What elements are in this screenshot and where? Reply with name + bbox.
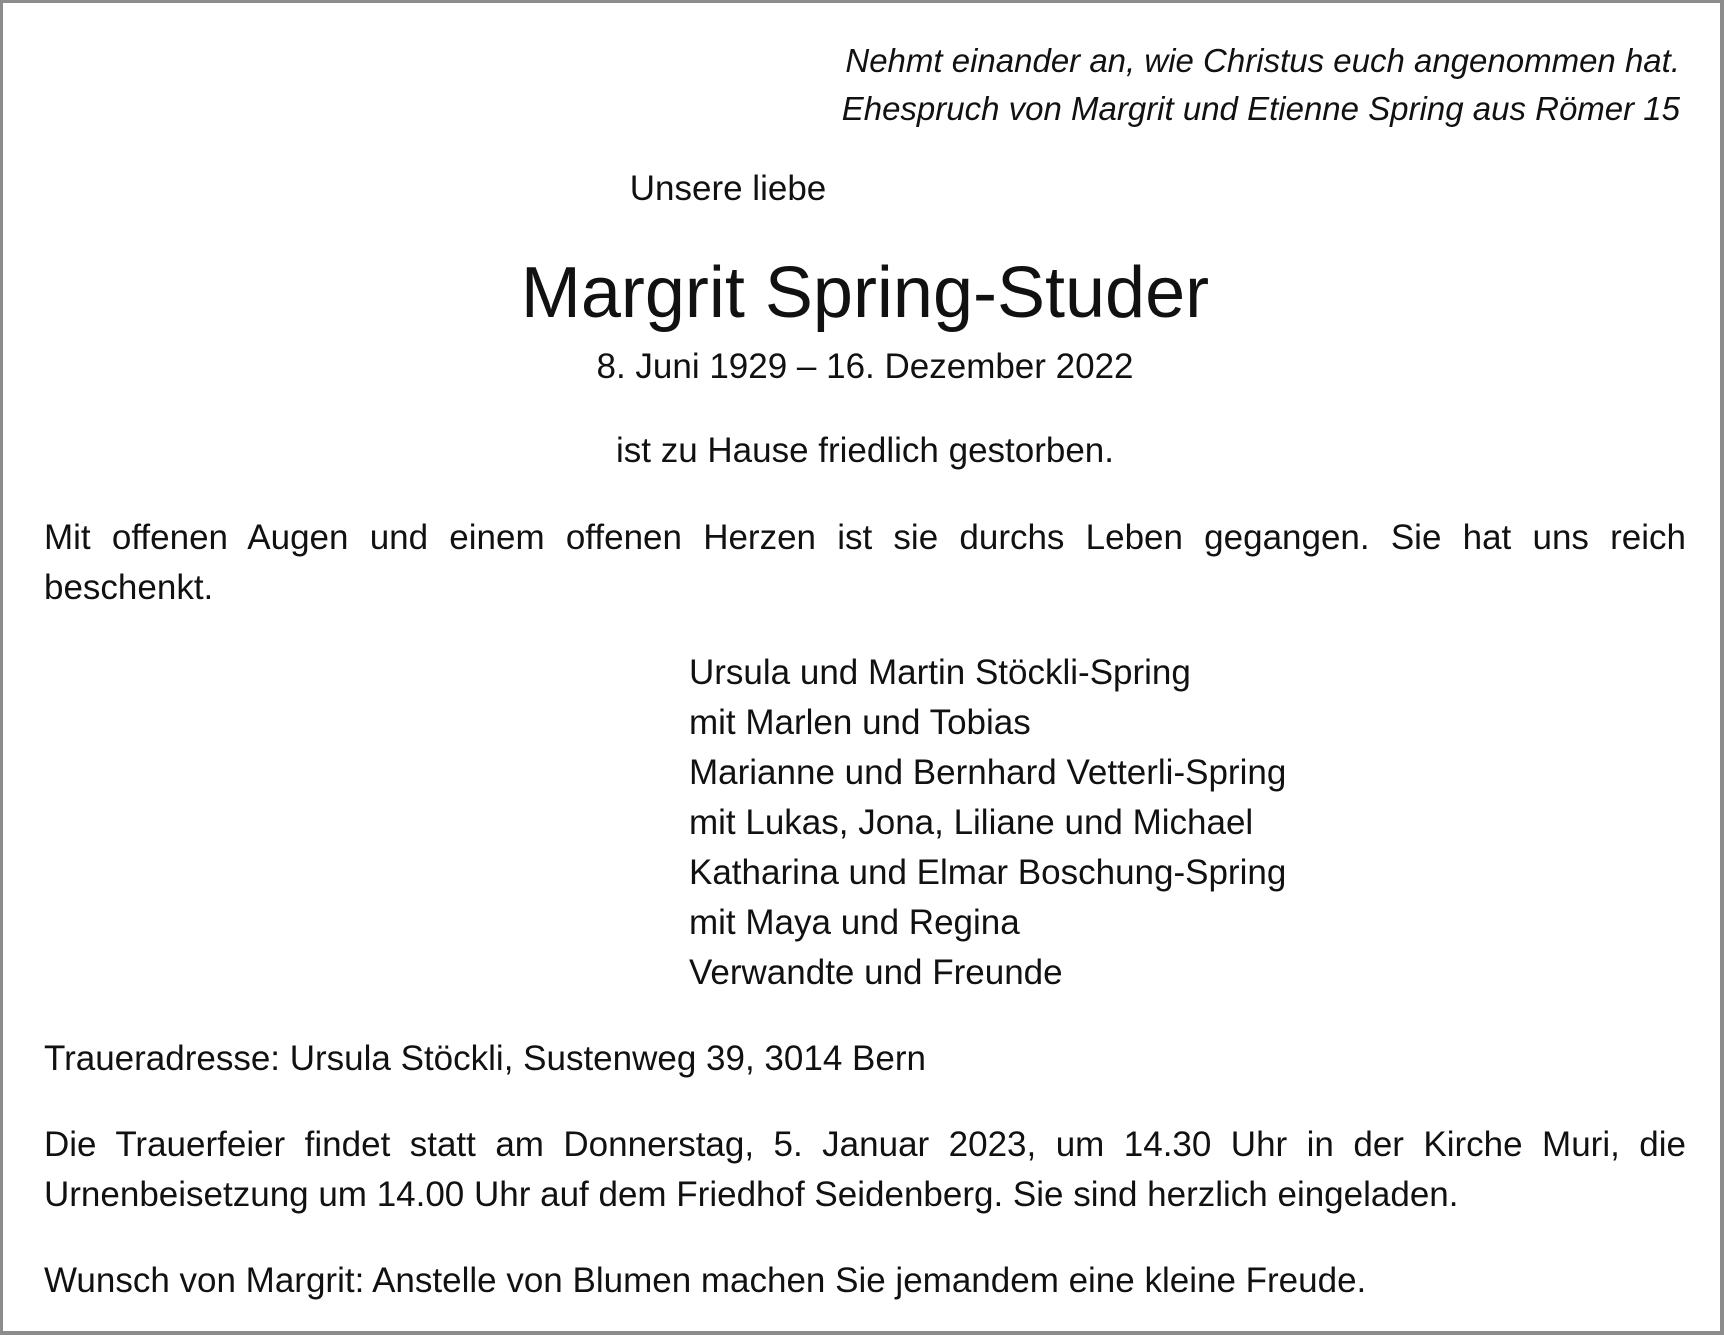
mourner-line: mit Marlen und Tobias <box>689 703 1031 742</box>
mourner-line: mit Lukas, Jona, Liliane und Michael <box>689 803 1254 842</box>
motto-line-2: Ehespruch von Margrit und Etienne Spring aus Römer 15 <box>841 90 1680 127</box>
motto-line-1: Nehmt einander an, wie Christus euch angenommen hat. <box>845 42 1680 79</box>
mourner-line: mit Maya und Regina <box>689 903 1020 942</box>
mourner-line: Ursula und Martin Stöckli-Spring <box>689 653 1191 692</box>
intro-text: Unsere liebe <box>629 169 827 208</box>
passing-text: ist zu Hause friedlich gestorben. <box>615 431 1115 470</box>
mourner-line: Katharina und Elmar Boschung-Spring <box>689 853 1287 892</box>
motto-quote <box>842 37 1680 133</box>
life-dates: 8. Juni 1929 – 16. Dezember 2022 <box>596 347 1134 386</box>
mourner-line: Marianne und Bernhard Vetterli-Spring <box>689 753 1287 792</box>
mourners-list <box>689 648 1286 998</box>
wish-text: Wunsch von Margrit: Anstelle von Blumen machen Sie jemandem eine kleine Freude. <box>44 1261 1367 1300</box>
tribute-paragraph: Mit offenen Augen und einem offenen Herzen ist sie durchs Leben gegangen. Sie hat uns reich beschenkt. <box>44 518 1686 607</box>
mourning-address: Traueradresse: Ursula Stöckli, Sustenweg 39, 3014 Bern <box>44 1039 926 1078</box>
mourner-line: Verwandte und Freunde <box>689 953 1063 992</box>
deceased-name: Margrit Spring-Studer <box>520 253 1210 333</box>
service-details: Die Trauerfeier findet statt am Donnerstag, 5. Januar 2023, um 14.30 Uhr in der Kirche Muri, die Urnenbeisetzung um 14.00 Uhr auf dem Friedhof Seidenberg. Sie sind herzlich eingeladen. <box>44 1125 1686 1214</box>
